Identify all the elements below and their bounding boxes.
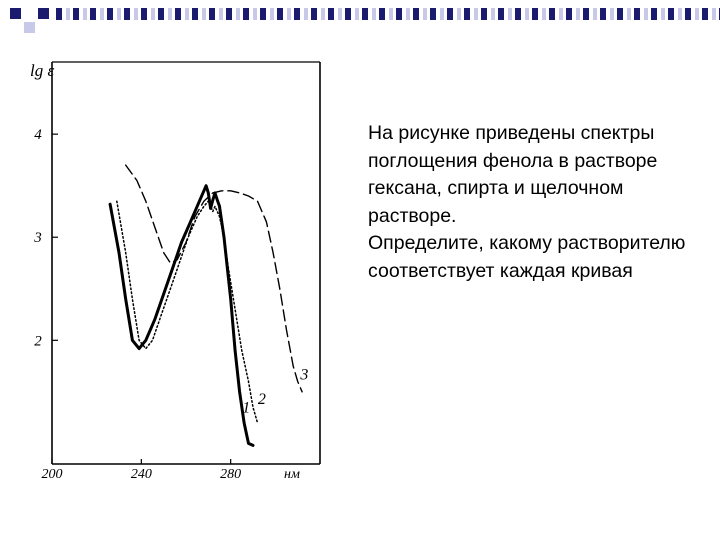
y-tick-label-4: 4	[34, 127, 42, 144]
x-tick-label-240: 240	[130, 467, 152, 482]
curve-label-3: 3	[300, 366, 309, 384]
y-axis-label: lg ε	[30, 61, 55, 80]
curve-label-1: 1	[242, 399, 251, 417]
slide-paragraph-2: Определите, какому растворителю соответствует каждая кривая	[368, 232, 686, 282]
x-tick-label-280: 280	[220, 467, 242, 482]
header-square-3	[38, 8, 49, 19]
header-square-1	[10, 8, 21, 19]
slide-paragraph-1: На рисунке приведены спектры поглощения фенола в растворе гексана, спирта и щелочном растворе.	[368, 122, 658, 227]
y-tick-label-3: 3	[34, 230, 42, 247]
absorption-spectrum-figure	[0, 50, 340, 500]
curve-label-2: 2	[257, 391, 266, 409]
header-square-2	[24, 22, 35, 33]
header-stripe	[56, 8, 720, 20]
absorption-spectrum-chart	[0, 50, 340, 500]
x-axis-unit-label: нм	[284, 467, 300, 482]
slide-header-decoration	[0, 0, 720, 40]
x-tick-label-200: 200	[41, 467, 63, 482]
slide-text	[368, 120, 708, 285]
series-line-2	[117, 201, 258, 423]
series-line-1	[110, 186, 253, 446]
y-tick-label-2: 2	[34, 333, 42, 350]
